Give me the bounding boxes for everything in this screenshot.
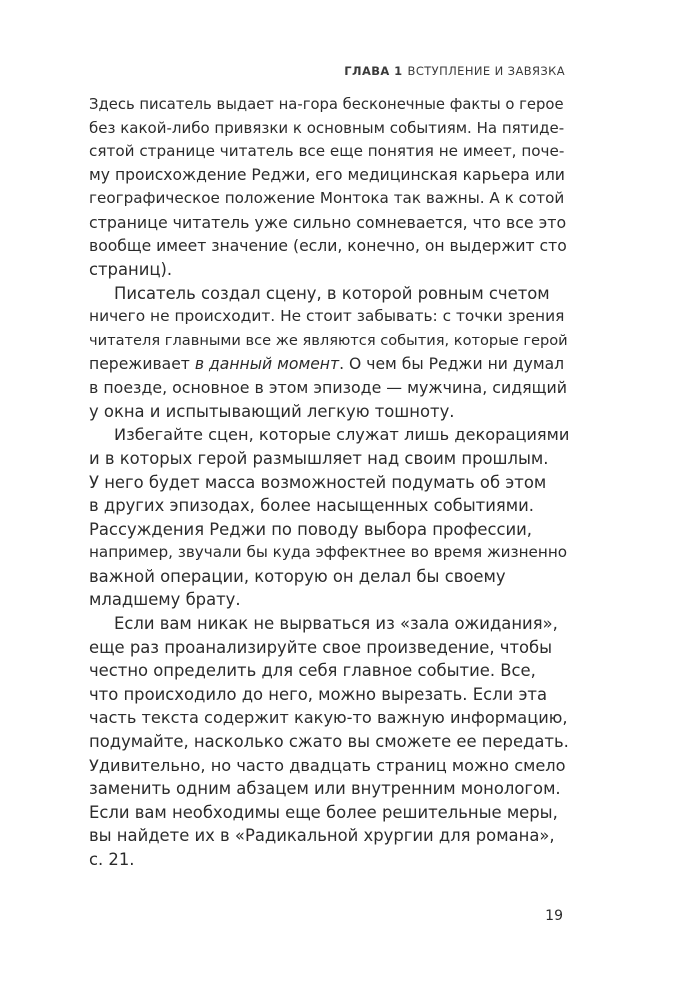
text-line: Удивительно, но часто двадцать страниц можно смело: [89, 755, 566, 775]
paragraph: [89, 282, 569, 424]
text-line: младшему брату.: [89, 590, 241, 610]
text-line: страниц).: [89, 260, 173, 280]
chapter-label: ГЛАВА 1: [344, 64, 403, 78]
text-line: заменить одним абзацем или внутренним монологом.: [89, 779, 561, 799]
text-line-with-emphasis: [89, 353, 569, 377]
text-line: с. 21.: [89, 850, 135, 869]
paragraph: [89, 612, 569, 872]
text-line: Если вам необходимы еще более решительные меры,: [89, 802, 558, 822]
text-line: Избегайте сцен, которые служат лишь декорациями: [114, 425, 570, 445]
text-line: странице читатель уже сильно сомневается, что все это: [89, 212, 567, 232]
text-line: например, звучали бы куда эффектнее во время жизненно: [89, 543, 568, 562]
paragraph: [89, 423, 569, 612]
page-number: 19: [545, 908, 563, 924]
text-line: Рассуждения Реджи по поводу выбора профессии,: [89, 519, 533, 539]
text-segment: . О чем бы Реджи ни думал: [339, 354, 565, 373]
text-line: без какой-либо привязки к основным событиям. На пятиде-: [89, 118, 565, 137]
text-line: сятой странице читатель все еще понятия не имеет, поче-: [89, 142, 565, 161]
text-line: Писатель создал сцену, в которой ровным счетом: [114, 283, 550, 303]
text-line: у окна и испытывающий легкую тошноту.: [89, 401, 455, 421]
text-line: и в которых герой размышляет над своим прошлым.: [89, 448, 549, 468]
text-line: Здесь писатель выдает на-гора бесконечные факты о герое: [89, 96, 564, 113]
emphasized-phrase: в данный момент: [194, 354, 340, 373]
text-line: читателя главными все же являются события, которые герой: [89, 331, 568, 349]
text-line: географическое положение Монтока так важны. А к сотой: [89, 189, 565, 208]
text-line: честно определить для себя главное событие. Все,: [89, 661, 536, 681]
running-header: [344, 64, 565, 78]
text-line: Если вам никак не вырваться из «зала ожидания»,: [114, 614, 558, 634]
chapter-title: ВСТУПЛЕНИЕ И ЗАВЯЗКА: [407, 64, 565, 78]
text-line: важной операции, которую он делал бы своему: [89, 566, 506, 586]
text-line: му происхождение Реджи, его медицинская карьера или: [89, 165, 565, 184]
text-line: вы найдете их в «Радикальной хрургии для романа»,: [89, 826, 555, 846]
text-line: что происходило до него, можно вырезать. Если эта: [89, 684, 548, 704]
text-segment: переживает: [89, 354, 195, 373]
text-line: подумайте, насколько сжато вы сможете ее передать.: [89, 732, 569, 752]
paragraph: [89, 93, 569, 282]
text-line: ничего не происходит. Не стоит забывать: с точки зрения: [89, 307, 565, 326]
text-line: часть текста содержит какую-то важную информацию,: [89, 708, 568, 728]
text-line: в других эпизодах, более насыщенных событиями.: [89, 496, 534, 516]
text-line: вообще имеет значение (если, конечно, он выдержит сто: [89, 236, 567, 255]
body-text: [89, 93, 569, 872]
text-line: У него будет масса возможностей подумать об этом: [89, 472, 547, 492]
text-line: в поезде, основное в этом эпизоде — мужчина, сидящий: [89, 378, 568, 398]
text-line: еще раз проанализируйте свое произведение, чтобы: [89, 637, 553, 657]
